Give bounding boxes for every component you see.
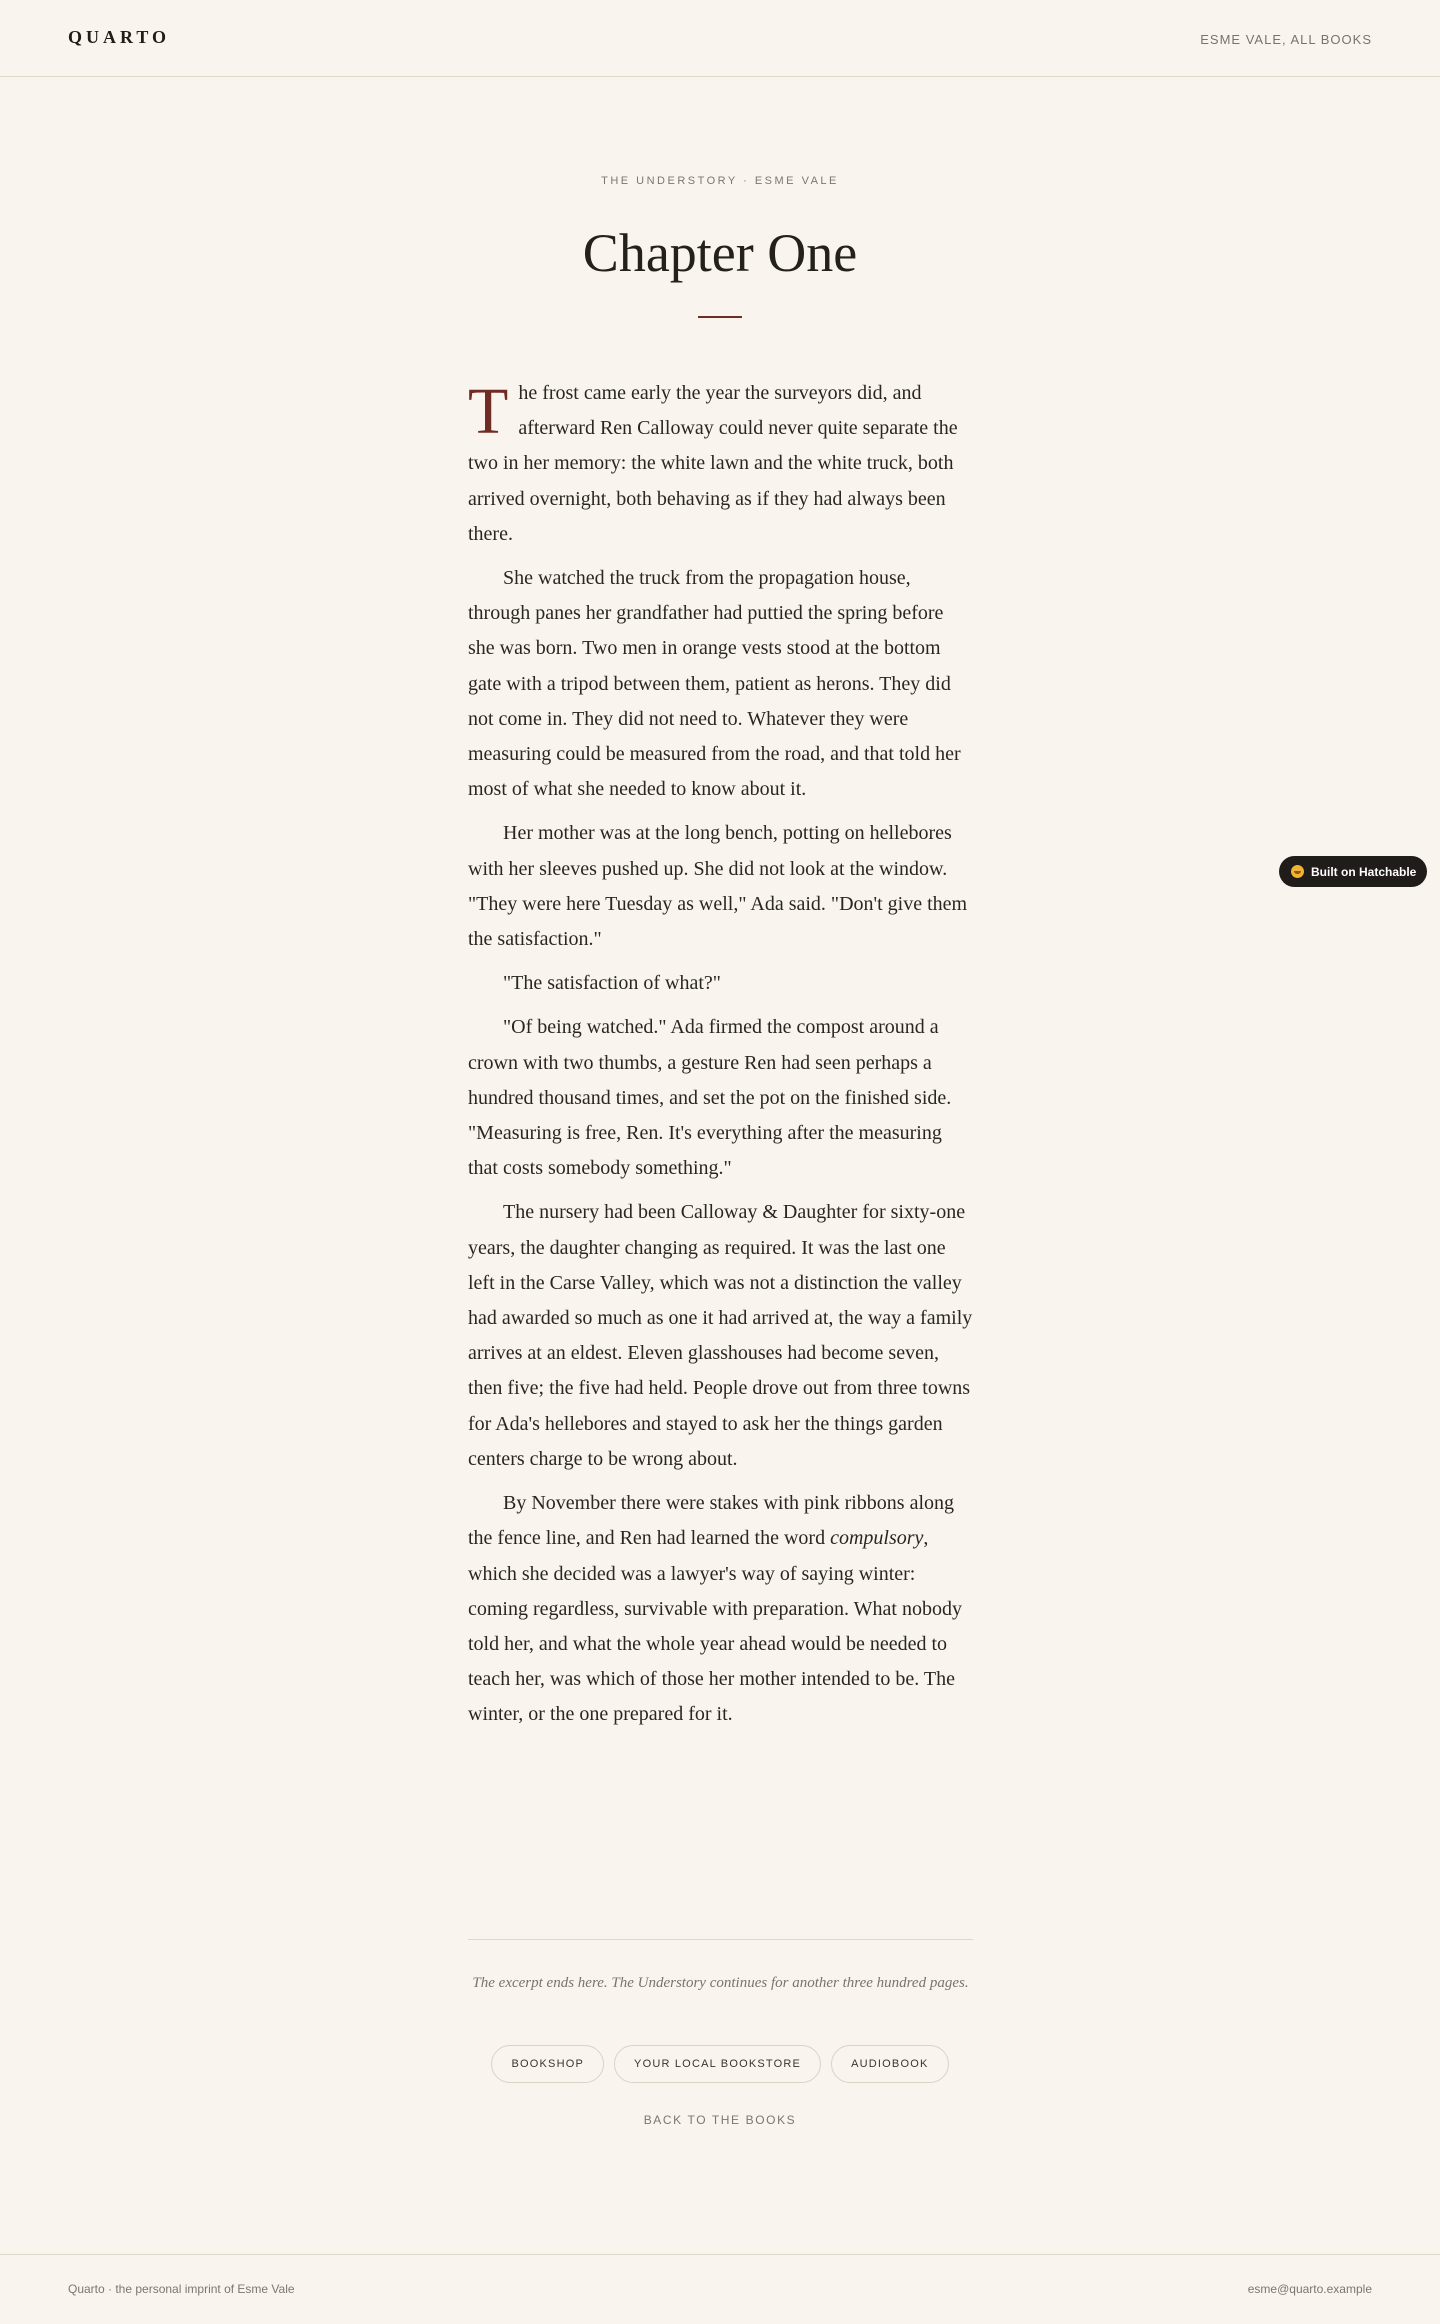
hatchable-chick-icon [1291, 865, 1304, 878]
paragraph-1 [468, 376, 973, 552]
paragraph-4: "The satisfaction of what?" [503, 972, 721, 995]
audiobook-button[interactable]: AUDIOBOOK [831, 2045, 948, 2083]
excerpt-end-note: The excerpt ends here. The Understory continues for another three hundred pages. [472, 1975, 969, 1991]
top-bar [0, 0, 1440, 77]
book-eyebrow: THE UNDERSTORY · ESME VALE [601, 175, 839, 187]
badge-label: Built on Hatchable [1311, 864, 1417, 879]
brand-logo-link[interactable]: QUARTO [68, 27, 171, 47]
paragraph-2: She watched the truck from the propagation house, through panes her grandfather had puttied the spring before she was born. Two men in orange vests stood at the bottom gate with a tripod between them, patient as herons. They did not come in. They did not need to. Whatever they were measuring could be measured from the road, and that told her most of what she needed to know about it. [468, 567, 961, 801]
paragraph-3: Her mother was at the long bench, potting on hellebores with her sleeves pushed up. She did not look at the window. "They were here Tuesday as well," Ada said. "Don't give them the satisfaction." [468, 822, 968, 951]
format-links [0, 2045, 1440, 2083]
drop-cap: T [468, 375, 509, 448]
paragraph-text: By November there were stakes with pink ribbons along the fence line, and Ren had learned the word [468, 1492, 955, 1550]
built-on-hatchable-badge[interactable] [1279, 856, 1427, 887]
all-books-link[interactable]: ESME VALE, ALL BOOKS [1200, 32, 1372, 47]
paragraph-7 [468, 1486, 973, 1732]
title-divider [698, 316, 742, 318]
paragraph-6: The nursery had been Calloway & Daughter for sixty-one years, the daughter changing as required. It was the last one left in the Carse Valley, which was not a distinction the valley had awarded so much as one it had arrived at, the way a family arrives at an eldest. Eleven glasshouses had become seven, then five; the five had held. People drove out from three towns for Ada's hellebores and stayed to ask her the things garden centers charge to be wrong about. [468, 1201, 973, 1470]
chapter-text [468, 376, 973, 1742]
bookshop-button[interactable]: BOOKSHOP [491, 2045, 604, 2083]
chapter-title: Chapter One [582, 223, 858, 283]
paragraph-text: he frost came early the year the surveyors did, and afterward Ren Calloway could never quite separate the two in her memory: the white lawn and the white truck, both arrived overnight, both behaving as if they had always been there. [468, 382, 958, 545]
footer-imprint: Quarto · the personal imprint of Esme Vale [68, 2282, 295, 2296]
paragraph-5: "Of being watched." Ada firmed the compost around a crown with two thumbs, a gesture Ren had seen perhaps a hundred thousand times, and set the pot on the finished side. "Measuring is free, Ren. It's everything after the measuring that costs somebody something." [468, 1016, 952, 1180]
footer [0, 2254, 1440, 2324]
italic-word: compulsory [830, 1527, 924, 1550]
local-bookstore-button[interactable]: YOUR LOCAL BOOKSTORE [614, 2045, 821, 2083]
back-to-books-link[interactable]: BACK TO THE BOOKS [643, 2113, 797, 2127]
excerpt-end-divider [468, 1939, 973, 1940]
footer-email-link[interactable]: esme@quarto.example [1247, 2282, 1372, 2296]
paragraph-text: , which she decided was a lawyer's way of saying winter: coming regardless, survivable with preparation. What nobody told her, and what the whole year ahead would be needed to teach her, was which of those her mother intended to be. The winter, or the one prepared for it. [468, 1527, 962, 1726]
